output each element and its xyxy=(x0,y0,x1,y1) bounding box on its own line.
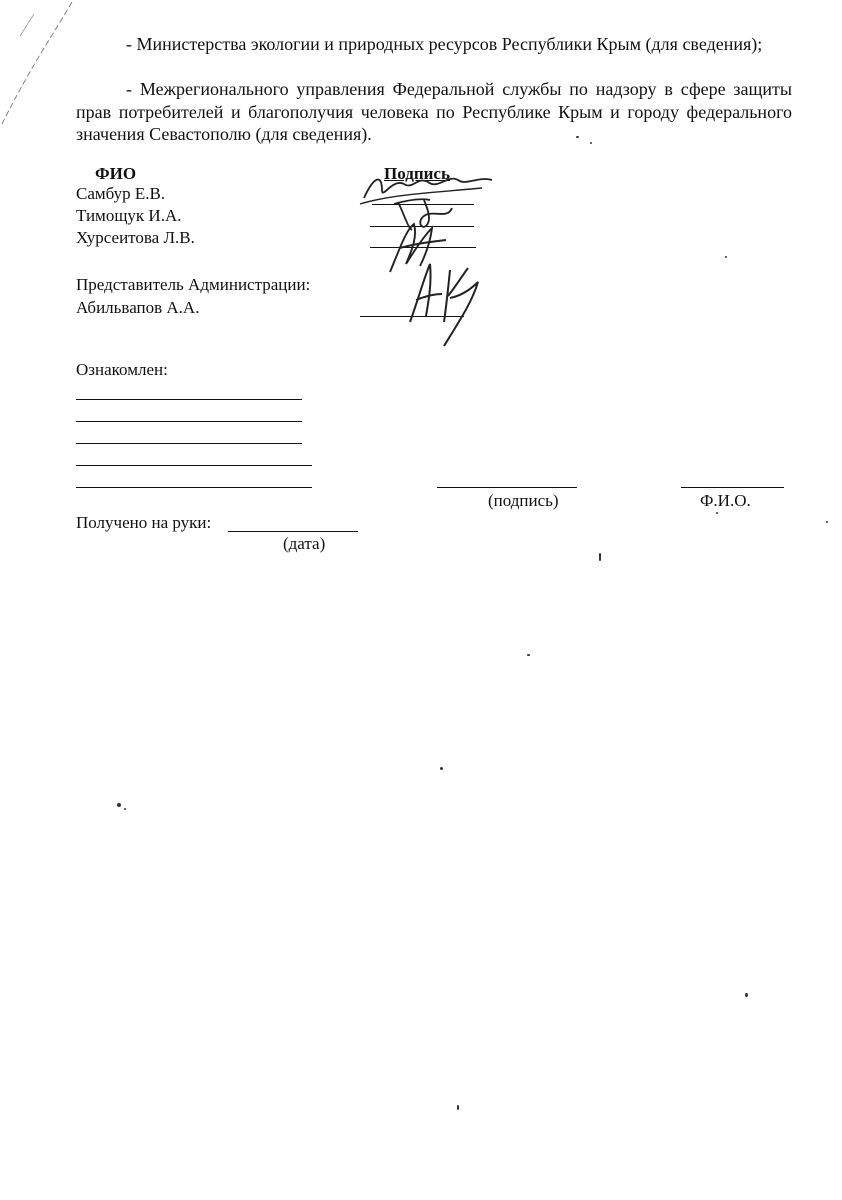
member-name-sambur: Самбур Е.В. xyxy=(76,184,166,203)
admin-representative-label: Представитель Администрации: xyxy=(76,275,311,294)
signature-abilvapov xyxy=(396,256,496,352)
scan-speck xyxy=(590,142,592,144)
ack-signature-caption: (подпись) xyxy=(488,491,559,510)
scan-speck xyxy=(440,767,443,770)
scan-speck xyxy=(826,521,828,523)
ack-fio-caption: Ф.И.О. xyxy=(700,491,751,510)
received-label: Получено на руки: xyxy=(76,513,212,532)
scan-speck xyxy=(527,654,530,656)
distribution-item-ministry: - Министерства экологии и природных ресурсов Республики Крым (для сведения); xyxy=(126,34,763,54)
member-name-khurseitova: Хурсеитова Л.В. xyxy=(76,228,195,247)
scan-speck xyxy=(457,1105,459,1110)
scan-speck xyxy=(117,803,121,807)
ack-blank-line-4 xyxy=(76,465,312,466)
column-header-signature: Подпись xyxy=(384,164,450,183)
distribution-item-rospotrebnadzor: - Межрегионального управления Федеральной службы по надзору в сфере защиты прав потребителей и благополучия человека по Республике Крым и городу федерального значения Севастополю (для сведения). xyxy=(76,79,792,144)
scan-speck xyxy=(716,512,718,514)
scan-speck xyxy=(599,553,601,561)
ack-blank-line-3 xyxy=(76,443,302,444)
ack-blank-line-2 xyxy=(76,421,302,422)
ack-signature-line xyxy=(437,487,577,488)
scan-speck xyxy=(725,256,727,258)
scan-speck xyxy=(576,136,579,138)
admin-representative-name: Абильвапов А.А. xyxy=(76,298,200,317)
acknowledged-label: Ознакомлен: xyxy=(76,360,168,379)
received-date-line xyxy=(228,531,358,532)
scan-speck xyxy=(745,993,748,997)
ack-blank-line-1 xyxy=(76,399,302,400)
member-name-timoshchuk: Тимощук И.А. xyxy=(76,206,182,225)
ack-fio-line xyxy=(681,487,784,488)
scan-speck xyxy=(124,808,126,810)
ack-blank-line-5 xyxy=(76,487,312,488)
column-header-fio: ФИО xyxy=(95,164,137,183)
scan-edge-artifact xyxy=(0,0,80,130)
received-date-caption: (дата) xyxy=(283,534,326,553)
